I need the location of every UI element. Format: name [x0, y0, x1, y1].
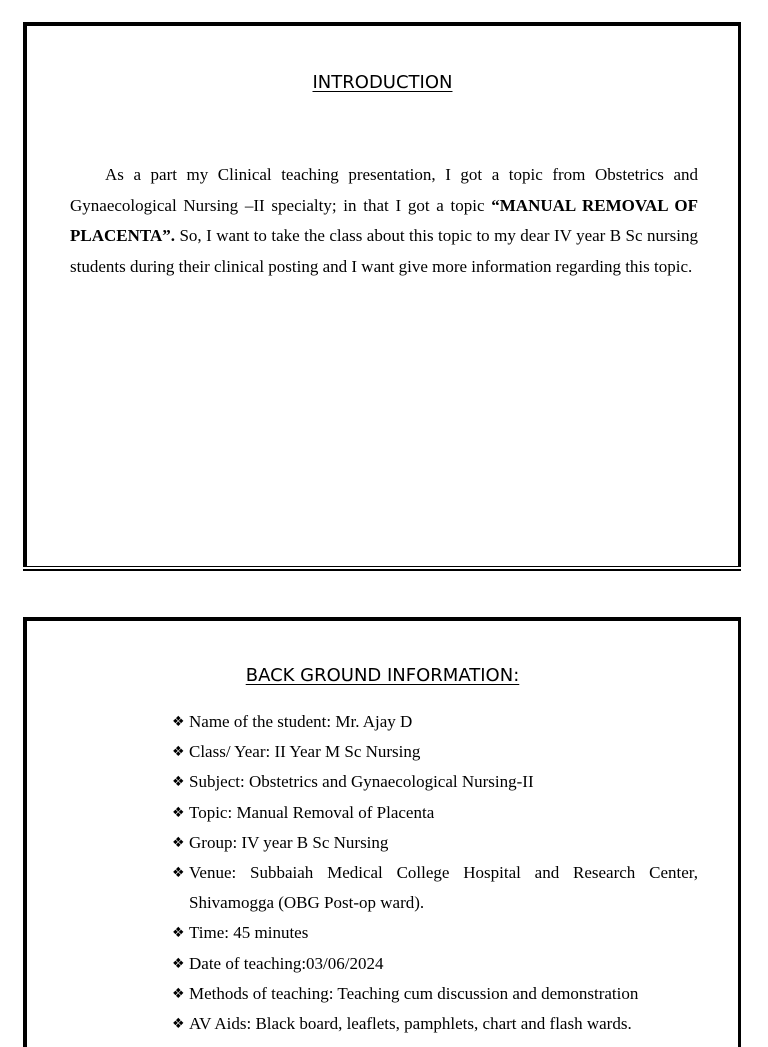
list-item	[172, 828, 698, 858]
diamond-bullet-icon: ❖	[172, 774, 185, 791]
diamond-bullet-icon: ❖	[172, 955, 185, 972]
background-information-page	[23, 617, 741, 1047]
list-item-text: Date of teaching:03/06/2024	[189, 953, 384, 973]
list-item	[172, 707, 698, 737]
list-item	[172, 767, 698, 797]
list-item	[172, 949, 698, 979]
diamond-bullet-icon: ❖	[172, 834, 185, 851]
list-item-text: Venue: Subbaiah Medical College Hospital and Research Center, Shivamogga (OBG Post-op ward).	[189, 863, 698, 913]
list-item	[172, 737, 698, 767]
diamond-bullet-icon: ❖	[172, 804, 185, 821]
diamond-bullet-icon: ❖	[172, 925, 185, 942]
introduction-page	[23, 22, 741, 567]
list-item-text: Group: IV year B Sc Nursing	[189, 832, 389, 852]
background-info-list	[172, 707, 698, 1039]
diamond-bullet-icon: ❖	[172, 714, 185, 730]
list-item-text: Subject: Obstetrics and Gynaecological Nursing-II	[189, 772, 534, 792]
introduction-paragraph	[70, 160, 698, 282]
intro-topic-bold: “MANUAL REMOVAL OF PLACENTA”.	[70, 195, 698, 245]
diamond-bullet-icon: ❖	[172, 744, 185, 761]
list-item	[172, 1009, 698, 1039]
diamond-bullet-icon: ❖	[172, 1016, 185, 1033]
list-item-text: Topic: Manual Removal of Placenta	[189, 802, 435, 822]
list-item-text: Class/ Year: II Year M Sc Nursing	[189, 742, 421, 762]
diamond-bullet-icon: ❖	[172, 985, 185, 1002]
diamond-bullet-icon: ❖	[172, 865, 185, 882]
list-item	[172, 979, 698, 1009]
list-item-text: Time: 45 minutes	[189, 923, 309, 943]
list-item-text: Name of the student: Mr. Ajay D	[189, 712, 413, 731]
list-item	[172, 918, 698, 948]
introduction-heading: INTRODUCTION	[312, 72, 453, 93]
list-item-text: AV Aids: Black board, leaflets, pamphlets, chart and flash wards.	[189, 1014, 632, 1034]
list-item-text: Methods of teaching: Teaching cum discussion and demonstration	[189, 983, 639, 1003]
list-item	[172, 798, 698, 828]
intro-text-end: So, I want to take the class about this topic to my dear IV year B Sc nursing students during their clinical posting and I want give more information regarding this topic.	[70, 226, 698, 276]
intro-text-start: As a part my Clinical teaching presentation, I got a topic from Obstetrics and Gynaecological Nursing –II specialty; in that I got a topic	[70, 165, 698, 215]
background-heading: BACK GROUND INFORMATION:	[245, 665, 520, 686]
list-item	[172, 858, 698, 918]
